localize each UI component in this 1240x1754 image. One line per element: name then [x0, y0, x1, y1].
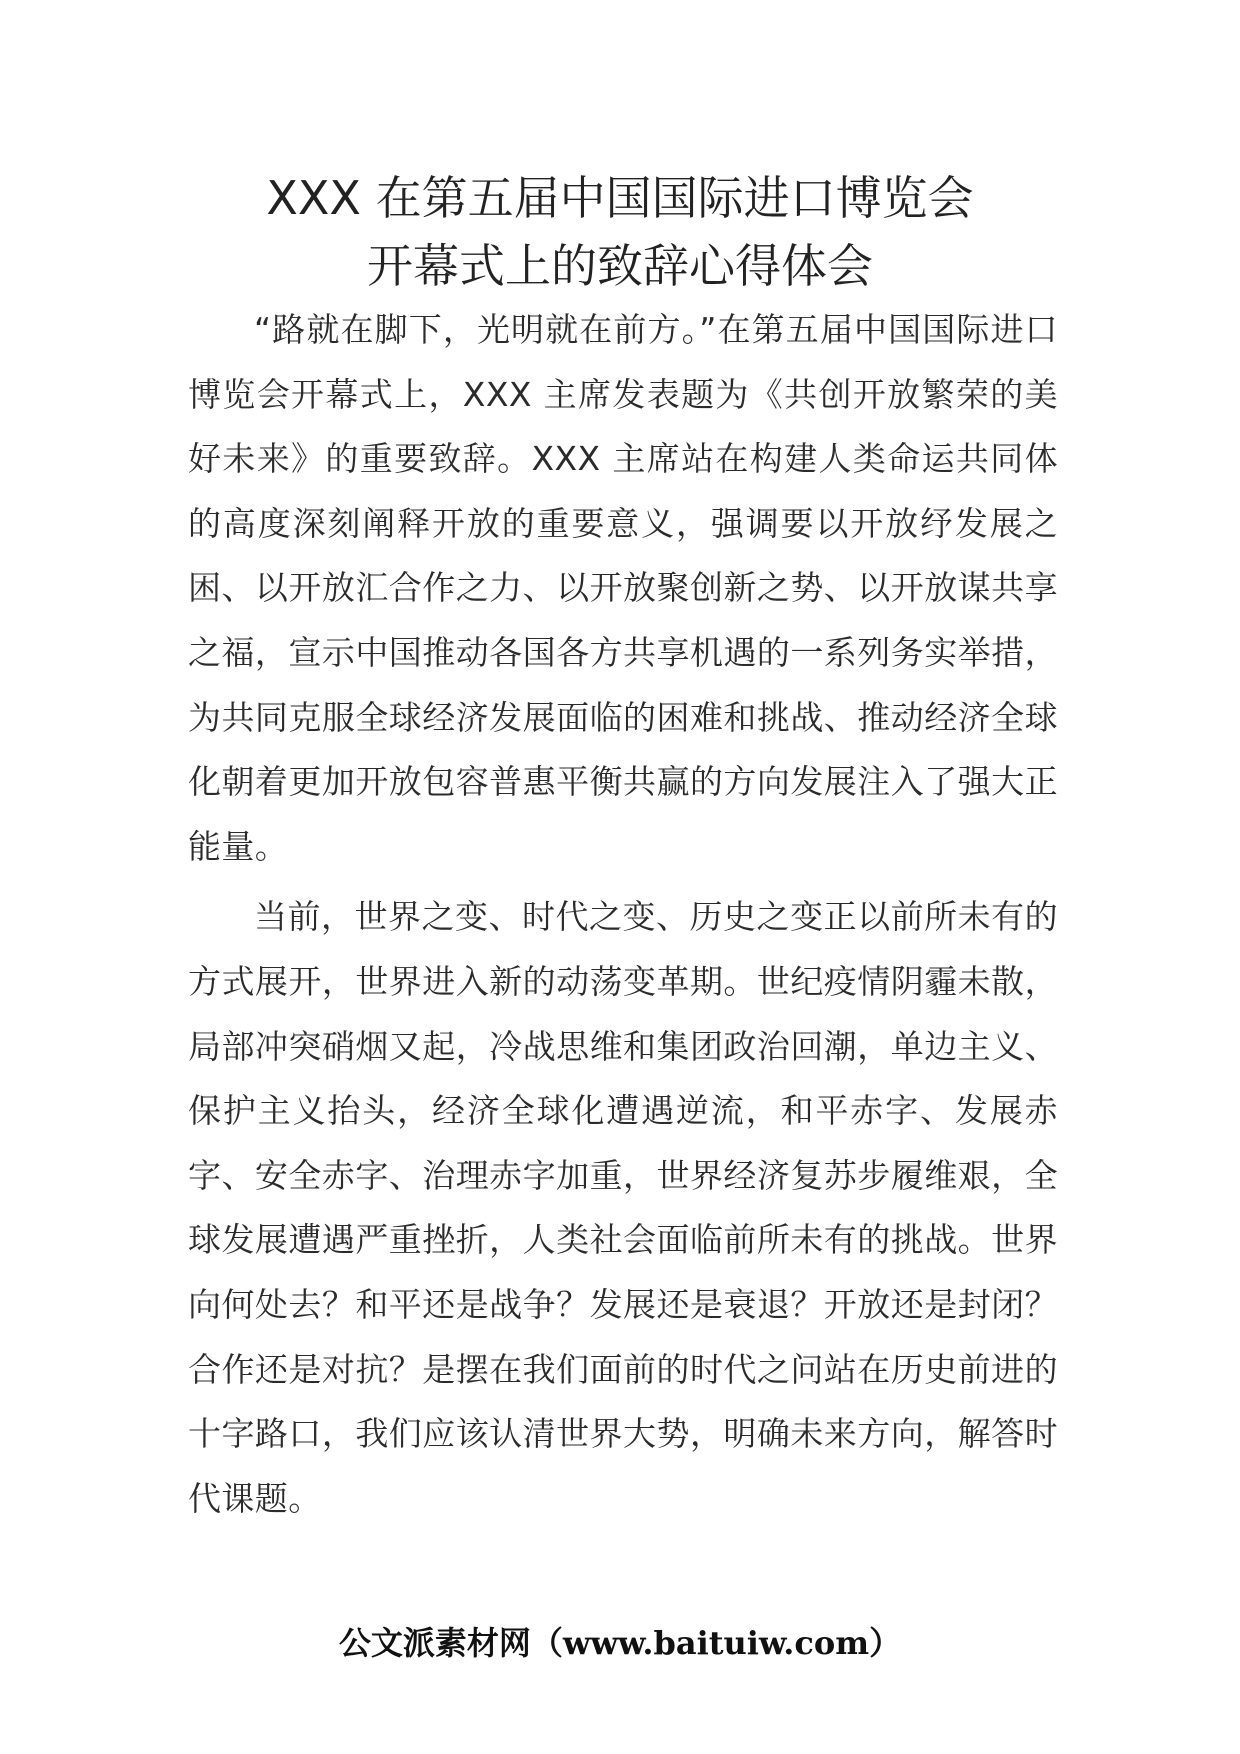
document-title-line-2: 开幕式上的致辞心得体会: [367, 239, 873, 293]
body-paragraph-2: 当前，世界之变、时代之变、历史之变正以前所未有的方式展开，世界进入新的动荡变革期。世纪疫情阴霾未散，局部冲突硝烟又起，冷战思维和集团政治回潮，单边主义、保护主义抬头，经济全球化遭遇逆流，和平赤字、发展赤字、安全赤字、治理赤字加重，世界经济复苏步履维艰，全球发展遭遇严重挫折，人类社会面临前所未有的挑战。世界向何处去？和平还是战争？发展还是衰退？开放还是封闭？合作还是对抗？是摆在我们面前的时代之问站在历史前进的十字路口，我们应该认清世界大势，明确未来方向，解答时代课题。: [188, 897, 1058, 1518]
body-paragraph-1: “路就在脚下，光明就在前方。”在第五届中国国际进口博览会开幕式上，XXX 主席发表题为《共创开放繁荣的美好未来》的重要致辞。XXX 主席站在构建人类命运共同体的高度深刻阐释开放的重要意义，强调要以开放纾发展之困、以开放汇合作之力、以开放聚创新之势、以开放谋共享之福，宣示中国推动各国各方共享机遇的一系列务实举措，为共同克服全球经济发展面临的困难和挑战、推动经济全球化朝着更加开放包容普惠平衡共赢的方向发展注入了强大正能量。: [188, 310, 1058, 866]
document-title-line-1: XXX 在第五届中国国际进口博览会: [266, 171, 974, 225]
document-body: [188, 298, 1058, 1531]
document-footer-source: 公文派素材网（www.baituiw.com）: [338, 1624, 902, 1662]
